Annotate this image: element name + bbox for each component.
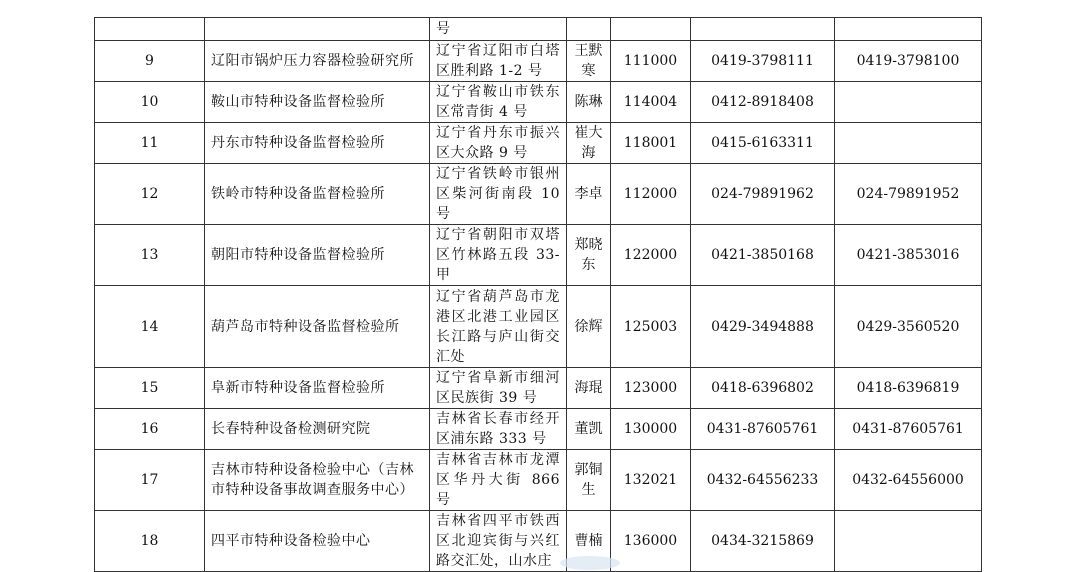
page-edge-shadow [560, 556, 620, 570]
cell-institution-name: 铁岭市特种设备监督检验所 [205, 164, 430, 225]
cell-postcode: 136000 [611, 511, 691, 572]
cell-postcode: 114004 [611, 82, 691, 123]
cell-institution-name: 四平市特种设备检验中心 [205, 511, 430, 572]
cell-number: 14 [95, 286, 205, 368]
cell-postcode: 132021 [611, 450, 691, 511]
cell-fax: 0419-3798100 [835, 41, 982, 82]
cell-number: 9 [95, 41, 205, 82]
cell-phone: 0434-3215869 [691, 511, 835, 572]
cell-institution-name: 长春特种设备检测研究院 [205, 409, 430, 450]
cell-phone: 0415-6163311 [691, 123, 835, 164]
cell-contact: 陈琳 [567, 82, 611, 123]
cell-postcode: 118001 [611, 123, 691, 164]
table-row-continued [95, 18, 982, 41]
cell-address: 辽宁省丹东市振兴区大众路 9 号 [430, 123, 567, 164]
cell-institution-name: 丹东市特种设备监督检验所 [205, 123, 430, 164]
cell-number: 15 [95, 368, 205, 409]
cell-postcode [611, 18, 691, 41]
cell-phone: 024-79891962 [691, 164, 835, 225]
cell-fax: 0418-6396819 [835, 368, 982, 409]
cell-contact: 董凯 [567, 409, 611, 450]
cell-contact: 海琨 [567, 368, 611, 409]
cell-number: 12 [95, 164, 205, 225]
cell-postcode: 122000 [611, 225, 691, 286]
cell-contact: 郭铜生 [567, 450, 611, 511]
cell-fax: 0429-3560520 [835, 286, 982, 368]
cell-address: 辽宁省辽阳市白塔区胜利路 1-2 号 [430, 41, 567, 82]
cell-number: 17 [95, 450, 205, 511]
cell-institution-name: 阜新市特种设备监督检验所 [205, 368, 430, 409]
cell-institution-name: 辽阳市锅炉压力容器检验研究所 [205, 41, 430, 82]
institutions-table [94, 17, 982, 572]
table-row [95, 450, 982, 511]
cell-number: 18 [95, 511, 205, 572]
cell-phone: 0421-3850168 [691, 225, 835, 286]
cell-number: 11 [95, 123, 205, 164]
cell-fax: 0431-87605761 [835, 409, 982, 450]
cell-fax: 0432-64556000 [835, 450, 982, 511]
cell-phone: 0419-3798111 [691, 41, 835, 82]
cell-phone [691, 18, 835, 41]
cell-address: 吉林省吉林市龙潭区华丹大街 866 号 [430, 450, 567, 511]
cell-number: 13 [95, 225, 205, 286]
cell-contact: 李卓 [567, 164, 611, 225]
cell-number [95, 18, 205, 41]
table-row [95, 225, 982, 286]
cell-fax [835, 511, 982, 572]
cell-fax: 0421-3853016 [835, 225, 982, 286]
cell-address: 吉林省长春市经开区浦东路 333 号 [430, 409, 567, 450]
table-row [95, 368, 982, 409]
cell-address: 辽宁省鞍山市铁东区常青街 4 号 [430, 82, 567, 123]
table-row [95, 41, 982, 82]
cell-address: 号 [430, 18, 567, 41]
cell-institution-name: 朝阳市特种设备监督检验所 [205, 225, 430, 286]
cell-postcode: 130000 [611, 409, 691, 450]
cell-contact: 崔大海 [567, 123, 611, 164]
cell-address: 辽宁省铁岭市银州区柴河街南段 10 号 [430, 164, 567, 225]
cell-phone: 0418-6396802 [691, 368, 835, 409]
cell-fax [835, 82, 982, 123]
cell-institution-name: 葫芦岛市特种设备监督检验所 [205, 286, 430, 368]
cell-contact: 王默寒 [567, 41, 611, 82]
cell-contact: 徐辉 [567, 286, 611, 368]
cell-fax [835, 123, 982, 164]
cell-address: 辽宁省阜新市细河区民族街 39 号 [430, 368, 567, 409]
cell-address: 辽宁省葫芦岛市龙港区北港工业园区长江路与庐山街交汇处 [430, 286, 567, 368]
table-row [95, 286, 982, 368]
table-row [95, 82, 982, 123]
cell-fax [835, 18, 982, 41]
cell-phone: 0432-64556233 [691, 450, 835, 511]
cell-postcode: 125003 [611, 286, 691, 368]
cell-postcode: 112000 [611, 164, 691, 225]
cell-address: 吉林省四平市铁西区北迎宾街与兴红路交汇处，山水庄 [430, 511, 567, 572]
cell-fax: 024-79891952 [835, 164, 982, 225]
cell-contact: 郑晓东 [567, 225, 611, 286]
cell-address: 辽宁省朝阳市双塔区竹林路五段 33-甲 [430, 225, 567, 286]
table-row [95, 511, 982, 572]
cell-phone: 0429-3494888 [691, 286, 835, 368]
cell-contact: 曹楠 [567, 511, 611, 572]
table-row [95, 409, 982, 450]
cell-number: 10 [95, 82, 205, 123]
table-row [95, 123, 982, 164]
cell-phone: 0412-8918408 [691, 82, 835, 123]
cell-institution-name: 吉林市特种设备检验中心（吉林市特种设备事故调查服务中心） [205, 450, 430, 511]
cell-postcode: 123000 [611, 368, 691, 409]
table-row [95, 164, 982, 225]
cell-institution-name [205, 18, 430, 41]
cell-number: 16 [95, 409, 205, 450]
cell-phone: 0431-87605761 [691, 409, 835, 450]
cell-postcode: 111000 [611, 41, 691, 82]
cell-institution-name: 鞍山市特种设备监督检验所 [205, 82, 430, 123]
cell-contact [567, 18, 611, 41]
